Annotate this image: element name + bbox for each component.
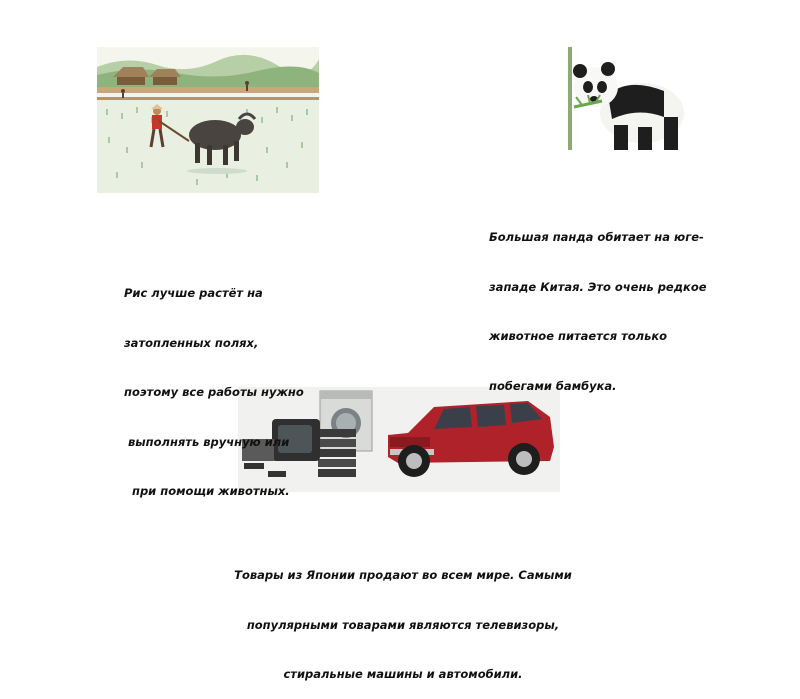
goods-caption-line: стиральные машины и автомобили. (283, 667, 523, 681)
goods-caption-line: популярными товарами являются телевизоры, (246, 617, 560, 632)
panda-image (568, 47, 690, 150)
rice-caption-line: выполнять вручную или (124, 434, 290, 449)
panda-caption-line: животное питается только (489, 329, 668, 343)
panda-caption-line: побегами бамбука. (489, 378, 617, 393)
rice-caption-line: затопленных полях, (124, 335, 259, 350)
panda-caption (489, 196, 707, 411)
panda-caption-line: западе Китая. Это очень редкое (489, 279, 707, 294)
rice-caption-line: поэтому все работы нужно (124, 385, 304, 399)
rice-caption-line: Рис лучше растёт на (124, 286, 263, 300)
goods-caption-line: Товары из Японии продают во всем мире. Самыми (234, 568, 572, 582)
rice-field-image (97, 47, 319, 193)
goods-caption (228, 534, 578, 699)
rice-caption (124, 252, 304, 516)
panda-caption-line: Большая панда обитает на юге- (489, 230, 704, 244)
rice-caption-line: при помощи животных. (124, 484, 290, 498)
